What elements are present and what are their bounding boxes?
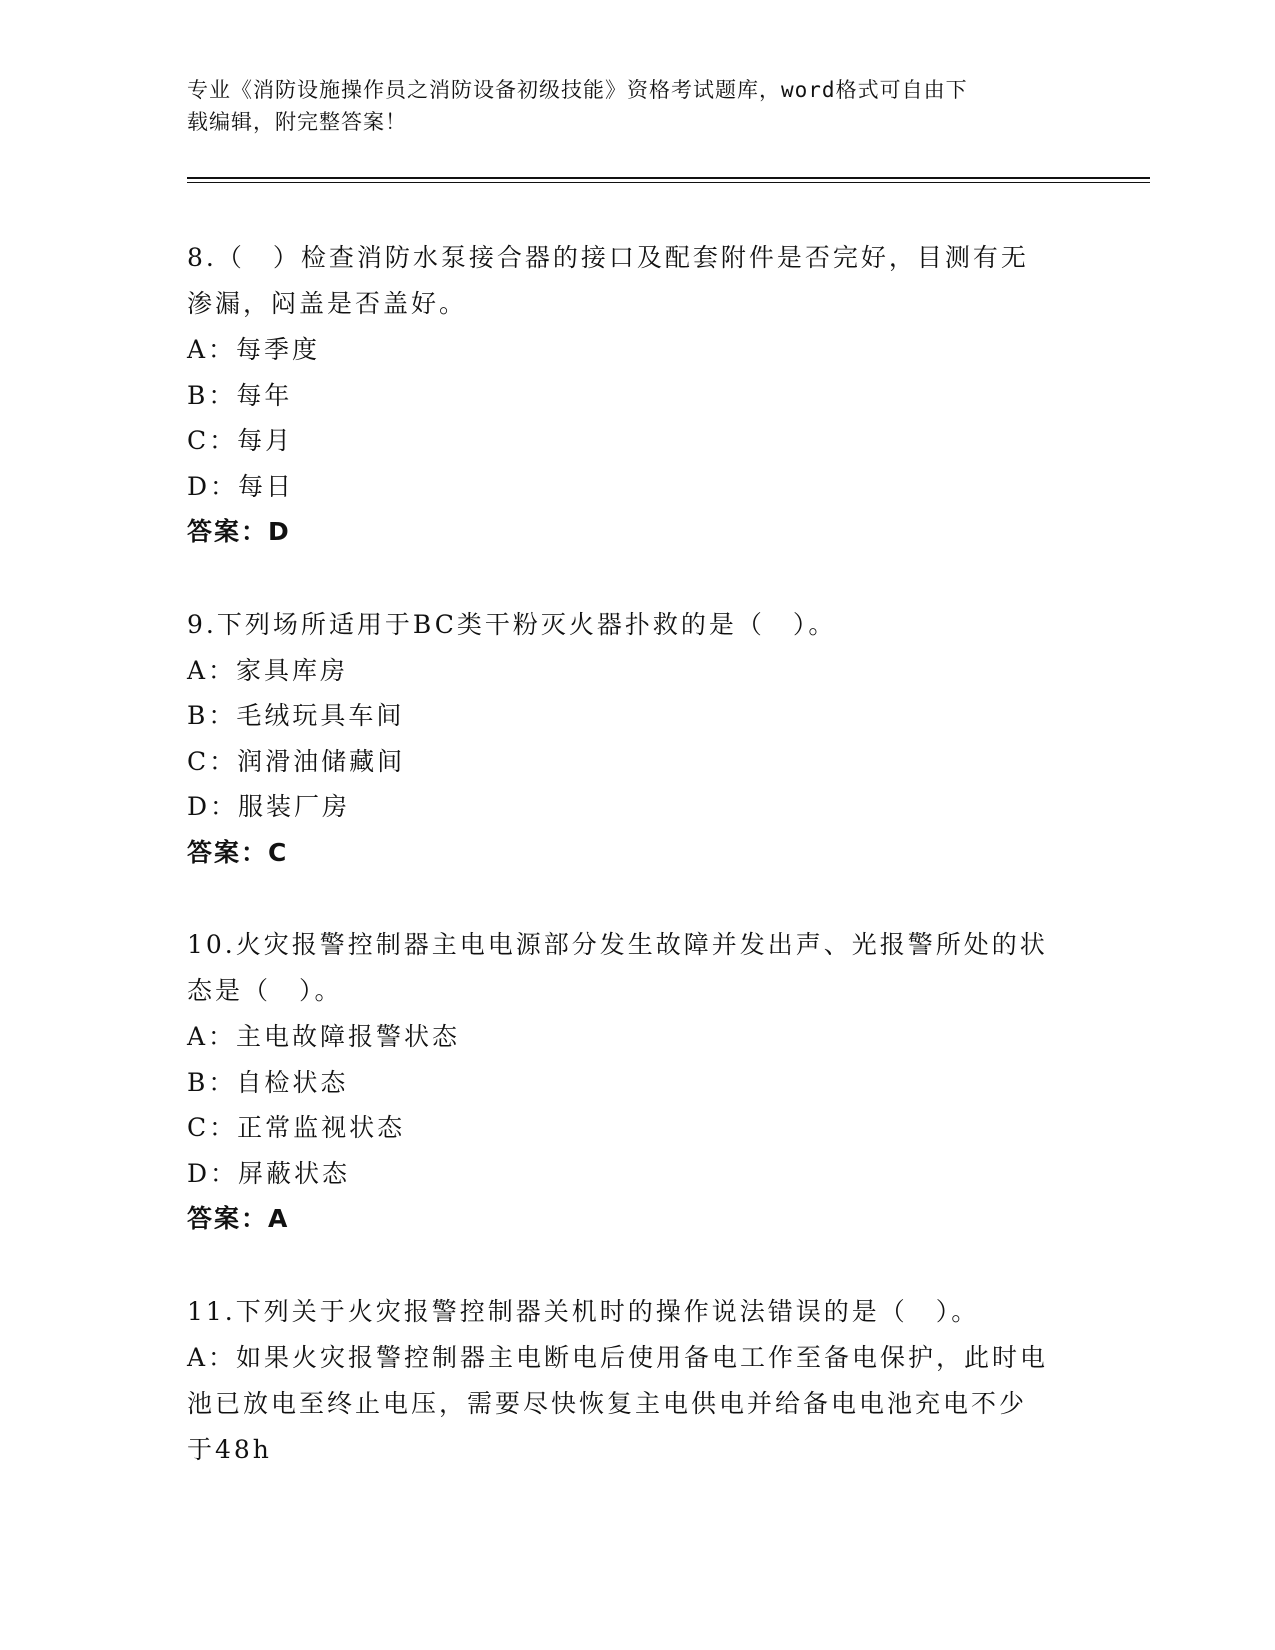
header-divider-thick (187, 177, 1150, 179)
question-stem-line: 9.下列场所适用于BC类干粉灭火器扑救的是（ ）。 (187, 609, 837, 639)
header-line-1: 专业《消防设施操作员之消防设备初级技能》资格考试题库，word格式可自由下 (187, 78, 968, 102)
question-10 (187, 922, 1087, 1242)
question-stem-line: 态是（ ）。 (187, 976, 343, 1005)
answer-value: A (268, 1204, 290, 1233)
answer-label: 答案： (187, 517, 269, 546)
option-c: C：润滑油储藏间 (187, 746, 406, 776)
option-b: B：毛绒玩具车间 (187, 701, 405, 730)
answer-line (187, 830, 1087, 876)
option-b: B：自检状态 (187, 1067, 349, 1097)
option-a-line-3: 于48h (187, 1434, 272, 1464)
question-stem-line: 8.（ ）检查消防水泵接合器的接口及配套附件是否完好，目测有无 (187, 243, 1029, 272)
option-a: A：每季度 (187, 335, 321, 364)
question-list (187, 235, 1087, 1520)
answer-line (187, 509, 1087, 555)
question-stem-line: 10.火灾报警控制器主电电源部分发生故障并发出声、光报警所处的状 (187, 930, 1048, 959)
question-stem-line: 11.下列关于火灾报警控制器关机时的操作说法错误的是（ ）。 (187, 1296, 980, 1326)
question-stem-line: 渗漏，闷盖是否盖好。 (187, 289, 468, 318)
option-c: C：正常监视状态 (187, 1113, 406, 1142)
option-c: C：每月 (187, 426, 294, 455)
option-a-line-1: A：如果火灾报警控制器主电断电后使用备电工作至备电保护，此时电 (187, 1342, 1049, 1372)
option-a-line-2: 池已放电至终止电压，需要尽快恢复主电供电并给备电电池充电不少 (187, 1388, 1028, 1418)
document-header (187, 74, 1067, 138)
option-a: A：家具库房 (187, 655, 349, 685)
option-b: B：每年 (187, 380, 293, 410)
option-d: D：服装厂房 (187, 792, 351, 821)
header-line-2: 载编辑，附完整答案！ (187, 110, 407, 134)
answer-label: 答案： (187, 837, 269, 867)
option-d: D：每日 (187, 471, 295, 501)
header-divider-thin (187, 182, 1150, 183)
answer-value: D (268, 517, 291, 546)
option-a: A：主电故障报警状态 (187, 1022, 461, 1051)
answer-line (187, 1196, 1087, 1242)
question-9 (187, 602, 1087, 876)
question-8 (187, 235, 1087, 555)
answer-value: C (268, 837, 289, 867)
option-d: D：屏蔽状态 (187, 1158, 351, 1188)
question-11 (187, 1289, 1087, 1473)
answer-label: 答案： (187, 1204, 269, 1233)
